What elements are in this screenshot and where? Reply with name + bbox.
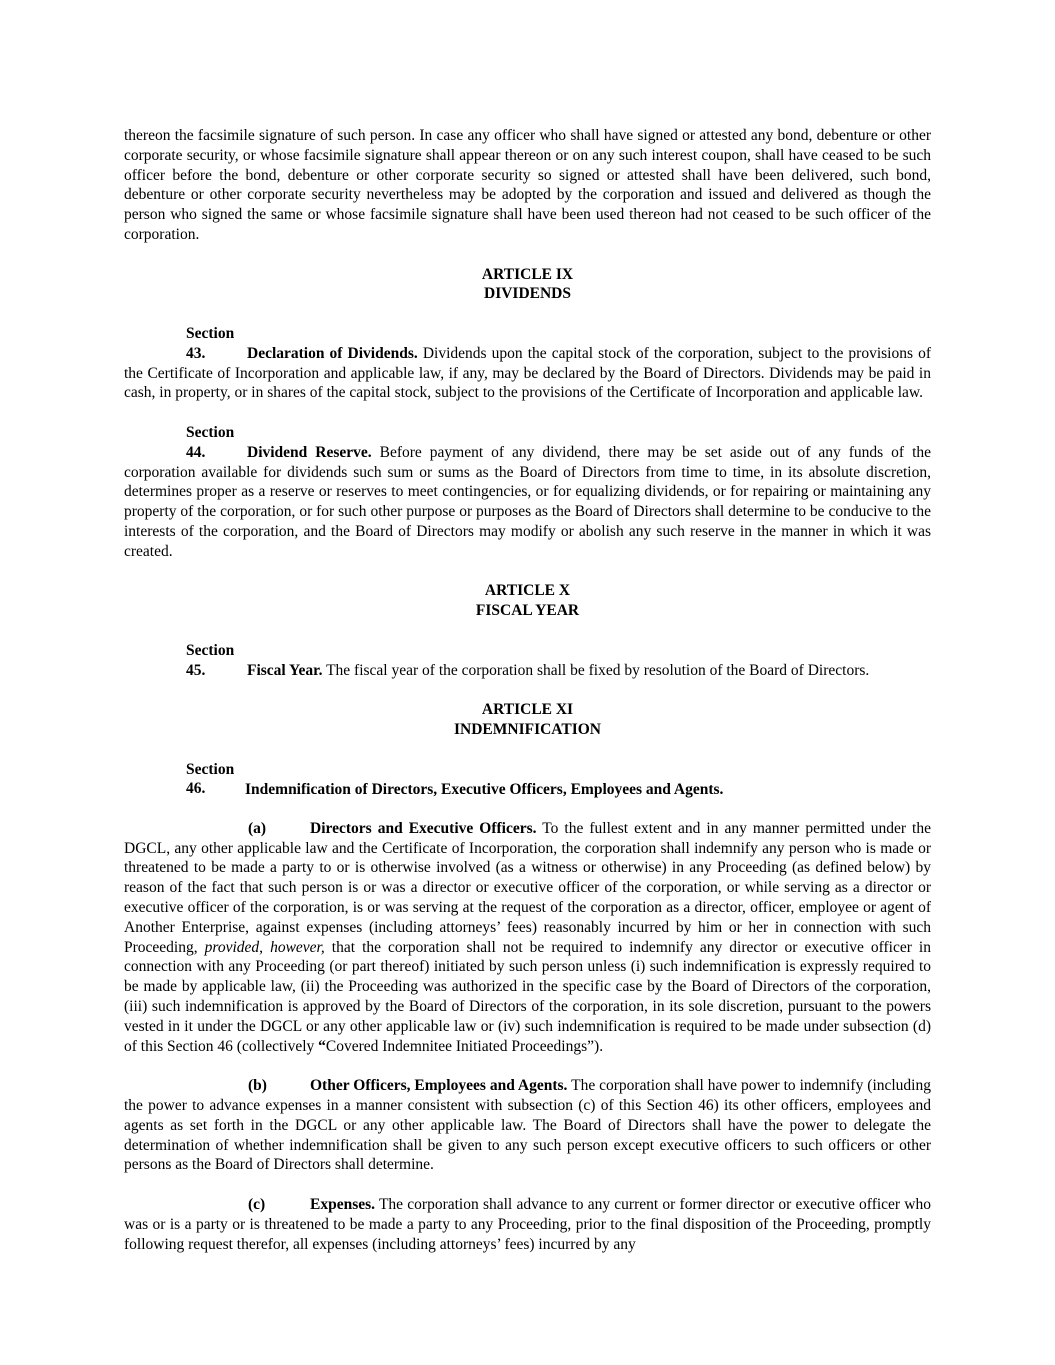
article-xi-heading	[124, 700, 931, 740]
subsection-title: Other Officers, Employees and Agents.	[310, 1077, 568, 1095]
document-page	[124, 126, 931, 1254]
section-text: Before payment of any dividend, there may be set aside out of any funds of the corporation available for dividends such sum or sums as the Board of Directors from time to time, in its absolute discretion, determines proper as a reserve or reserves to meet contingencies, or for equalizing dividends, or for repairing or maintaining any property of the corporation, or for such other purpose or purposes as the Board of Directors shall determine to be conducive to the interests of the corporation, and the Board of Directors may modify or abolish any such reserve in the manner in which it was created.	[124, 443, 932, 560]
subsection-label: (b)	[248, 1077, 267, 1095]
subsection-b-paragraph	[124, 1076, 931, 1175]
subsection-label: (c)	[248, 1196, 266, 1214]
section-number: Section 45.	[186, 641, 235, 679]
subsection-text: that the corporation shall not be required to indemnify any director or executive officer in connection with any Proceeding (or part thereof) initiated by such person unless (i) such indemnification is expressly required to be made by applicable law, (ii) the Proceeding was authorized in the specific case by the Board of Directors of the corporation, (iii) such indemnification is approved by the Board of Directors of the corporation, in its sole discretion, pursuant to the powers vested in it under the DGCL or any other applicable law or (iv) such indemnification is required to be made under subsection (d) of this Section 46 (collectively	[124, 938, 931, 1055]
section-45-paragraph	[112, 641, 931, 681]
article-ix-heading	[124, 265, 931, 305]
article-title: INDEMNIFICATION	[454, 720, 601, 738]
article-number: ARTICLE X	[484, 582, 571, 600]
article-title: DIVIDENDS	[484, 285, 571, 303]
section-title: Indemnification of Directors, Executive Officers, Employees and Agents.	[245, 780, 724, 798]
italic-proviso: provided, however,	[204, 938, 325, 956]
intro-paragraph: thereon the facsimile signature of such person. In case any officer who shall have signed or attested any bond, debenture or other corporate security, or whose facsimile signature shall appear thereon or on any such interest coupon, shall have ceased to be such officer before the bond, debenture or other corporate security so signed or attested shall have been delivered, such bond, debenture or other corporate security nevertheless may be adopted by the corporation and issued and delivered as though the person who signed the same or whose facsimile signature shall have been used thereon had not ceased to be such officer of the corporation.	[124, 127, 931, 243]
section-text: Dividends upon the capital stock of the corporation, subject to the provisions of the Certificate of Incorporation and applicable law, if any, may be declared by the Board of Directors. Dividends may be paid in cash, in property, or in shares of the capital stock, subject to the provisions of the Certificate of Incorporation and applicable law.	[124, 344, 931, 402]
article-title: FISCAL YEAR	[475, 602, 580, 620]
section-43-paragraph	[124, 324, 931, 403]
section-title: Declaration of Dividends.	[247, 344, 418, 362]
article-number: ARTICLE XI	[481, 701, 574, 719]
section-title: Fiscal Year.	[247, 661, 323, 679]
subsection-text: To the fullest extent and in any manner permitted under the DGCL, any other applicable law and the Certificate of Incorporation, the corporation shall indemnify any person who is made or threatened to be made a party to or is otherwise involved (as a witness or otherwise) in any Proceeding (as defined below) by reason of the fact that such person is or was a director or executive officer of the corporation, or while serving as a director or executive officer of the corporation, is or was serving at the request of the corporation as a director, officer, employee or agent of Another Enterprise, against expenses (including attorneys’ fees) reasonably incurred by him or her in connection with such Proceeding,	[124, 819, 931, 956]
subsection-text: Covered Indemnitee Initiated Proceedings”).	[325, 1037, 604, 1055]
section-title: Dividend Reserve.	[247, 443, 372, 461]
section-text: The fiscal year of the corporation shall be fixed by resolution of the Board of Directors.	[322, 661, 870, 679]
article-x-heading	[124, 581, 931, 621]
subsection-c-paragraph	[124, 1195, 931, 1254]
defined-term-quote: “	[318, 1037, 326, 1055]
subsection-text: The corporation shall advance to any current or former director or executive officer who was or is a party or is threatened to be made a party to any Proceeding, prior to the final disposition of the Proceeding, promptly following request therefor, all expenses (including attorneys’ fees) incurred by any	[124, 1196, 931, 1253]
section-44-paragraph	[124, 423, 931, 562]
subsection-a-paragraph	[124, 819, 931, 1057]
subsection-title: Directors and Executive Officers.	[310, 819, 537, 837]
section-number: Section 46.	[186, 760, 235, 798]
section-number: Section 43.	[186, 324, 235, 362]
subsection-text: The corporation shall have power to indemnify (including the power to advance expenses in a manner consistent with subsection (c) of this Section 46) its other officers, employees and agents as set forth in the DGCL or any other applicable law. The Board of Directors shall have the power to delegate the determination of whether indemnification shall be given to any such person except executive officers to such officers or other persons as the Board of Directors shall determine.	[124, 1077, 931, 1174]
section-number: Section 44.	[186, 423, 235, 461]
subsection-title: Expenses.	[310, 1196, 376, 1214]
subsection-label: (a)	[248, 819, 267, 837]
article-number: ARTICLE IX	[481, 265, 574, 283]
section-46-heading	[124, 760, 931, 800]
